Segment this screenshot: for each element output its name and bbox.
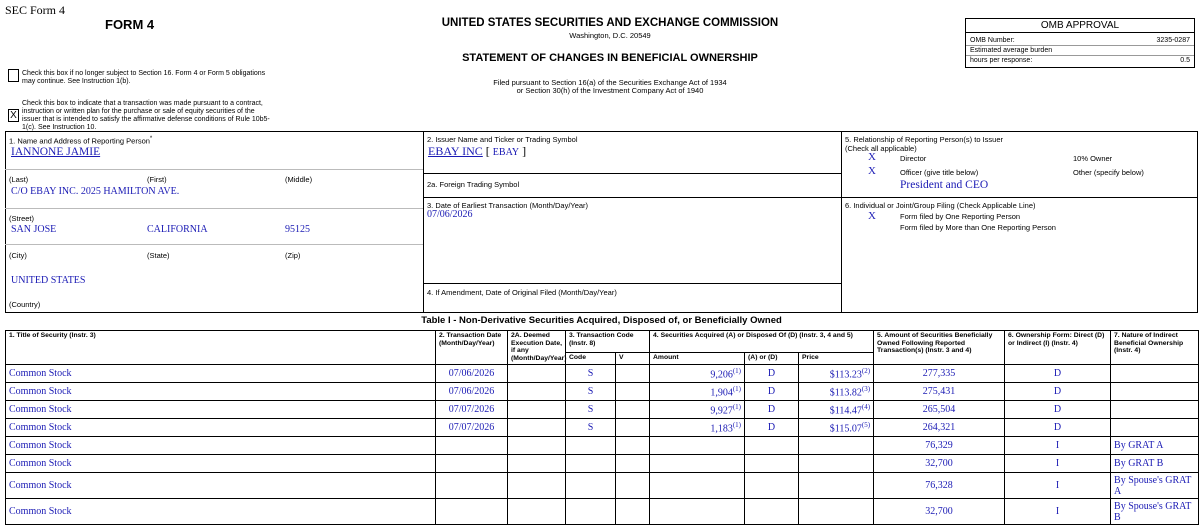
cell-ad [745,401,799,419]
cell-deemed [508,365,566,383]
cell-security [6,365,436,383]
cell-amount [650,437,745,455]
cell-ownership-form [1005,499,1111,525]
cell-date [436,455,508,473]
multiple-persons-label: Form filed by More than One Reporting Person [900,223,1056,232]
omb-approval-box [965,18,1195,68]
box5-label-line-2: (Check all applicable) [845,144,917,153]
cell-security [6,437,436,455]
cell-ad-value: D [767,422,776,433]
cell-v [616,437,650,455]
cell-code-value: S [587,386,594,397]
box2a-label: 2a. Foreign Trading Symbol [427,180,520,189]
cell-date [436,419,508,437]
cell-date [436,473,508,499]
zip-value: 95125 [285,224,310,235]
cell-date [436,437,508,455]
cell-ad [745,455,799,473]
section16-checkbox[interactable] [8,69,19,82]
cell-code [566,499,616,525]
cell-nature [1111,499,1199,525]
cell-v [616,383,650,401]
cell-date [436,401,508,419]
cell-owned [874,365,1005,383]
cell-ad [745,383,799,401]
rule10b5-text-line-1: Check this box to indicate that a transaction was made pursuant to a contract, [22,100,263,107]
cell-owned [874,419,1005,437]
cell-security-value: Common Stock [9,368,72,379]
cell-code [566,401,616,419]
cell-amount-value: 9,206 [710,369,733,381]
cell-ad-value: D [767,368,776,379]
cell-v [616,419,650,437]
cell-ownership-form [1005,437,1111,455]
filed-pursuant-line-2: or Section 30(h) of the Investment Company Act of 1940 [516,86,704,95]
section16-text [22,70,265,86]
cell-ad [745,419,799,437]
cell-date-value: 07/07/2026 [448,422,495,433]
cell-ownership-form-value: I [1055,440,1060,451]
cell-code [566,365,616,383]
table-row [6,365,1199,383]
issuer-name[interactable]: EBAY INC [428,144,483,158]
footnote-ref[interactable]: (1) [732,420,742,429]
cell-security [6,383,436,401]
director-mark[interactable]: X [868,151,876,163]
middle-label: (Middle) [285,175,313,184]
last-label: (Last) [9,175,29,184]
section16-text-line-1: Check this box if no longer subject to Section 16. Form 4 or Form 5 obligations [22,70,266,77]
cell-security-value: Common Stock [9,404,72,415]
cell-date [436,499,508,525]
cell-code [566,455,616,473]
col-code-sub: Code [566,353,616,365]
cell-v [616,499,650,525]
cell-price-value: $113.23 [829,369,862,381]
cell-amount [650,473,745,499]
box6-label: 6. Individual or Joint/Group Filing (Check Applicable Line) [845,201,1036,210]
state-label: (State) [147,251,170,260]
filed-pursuant-line-1: Filed pursuant to Section 16(a) of the Securities Exchange Act of 1934 [493,78,727,87]
cell-security-value: Common Stock [9,480,72,491]
cell-owned-value: 76,328 [925,480,953,491]
cell-deemed [508,437,566,455]
reporting-person-name[interactable]: IANNONE JAMIE [11,146,101,158]
box1-asterisk: * [149,136,153,142]
officer-label: Officer (give title below) [900,168,979,177]
cell-price [799,499,874,525]
city-value: SAN JOSE [11,224,57,235]
rule10b5-text-line-4: 1(c). See Instruction 10. [22,124,97,131]
cell-amount-value: 1,904 [710,387,733,399]
cell-price [799,419,874,437]
cell-amount [650,383,745,401]
cell-date-value: 07/06/2026 [448,386,495,397]
cell-security-value: Common Stock [9,506,72,517]
omb-burden-label: Estimated average burden [970,47,1053,54]
table-row [6,383,1199,401]
filed-pursuant [440,79,780,95]
cell-amount-value: 9,927 [710,405,733,417]
cell-v [616,455,650,473]
zip-label: (Zip) [285,251,301,260]
reporting-grid [5,131,1198,313]
street-address: C/O EBAY INC. 2025 HAMILTON AVE. [11,186,180,197]
one-person-mark[interactable]: X [868,210,876,222]
cell-nature [1111,455,1199,473]
col-acquired-header: 4. Securities Acquired (A) or Disposed Of (D) (Instr. 3, 4 and 5) [650,331,874,353]
statement-title: STATEMENT OF CHANGES IN BENEFICIAL OWNERSHIP [462,52,758,64]
cell-deemed [508,419,566,437]
cell-ad [745,437,799,455]
cell-ad-value: D [767,404,776,415]
cell-nature [1111,401,1199,419]
omb-hours-value: 0.5 [1180,57,1190,64]
cell-ownership-form-value: D [1053,386,1062,397]
cell-v [616,473,650,499]
col-deemed-header: 2A. Deemed Execution Date, if any (Month/Day/Year) [508,331,566,365]
cell-owned-value: 265,504 [922,404,956,415]
omb-title: OMB APPROVAL [966,19,1194,33]
cell-security-value: Common Stock [9,458,72,469]
cell-owned [874,455,1005,473]
rule10b5-text-line-3: issuer that is intended to satisfy the affirmative defense conditions of Rule 10b5- [22,116,270,123]
cell-date [436,365,508,383]
officer-mark[interactable]: X [868,165,876,177]
cell-owned [874,499,1005,525]
cell-code [566,473,616,499]
cell-deemed [508,401,566,419]
cell-ownership-form-value: D [1053,404,1062,415]
cell-owned-value: 32,700 [925,458,953,469]
ticker-bracket-close: ] [522,144,527,158]
city-label: (City) [9,251,27,260]
cell-date [436,383,508,401]
box2-label: 2. Issuer Name and Ticker or Trading Symbol [427,135,578,144]
box3-label: 3. Date of Earliest Transaction (Month/Day/Year) [427,201,589,210]
cell-security [6,419,436,437]
cell-nature-value: By GRAT A [1114,440,1164,451]
state-value: CALIFORNIA [147,224,208,235]
cell-owned-value: 277,335 [922,368,956,379]
cell-ownership-form-value: I [1055,458,1060,469]
cell-v [616,365,650,383]
cell-nature-value: By Spouse's GRAT A [1114,474,1192,497]
cell-nature [1111,365,1199,383]
cell-price [799,473,874,499]
footnote-ref[interactable]: (3) [861,384,871,393]
cell-amount [650,455,745,473]
cell-price [799,383,874,401]
country-label: (Country) [9,300,41,309]
cell-security [6,473,436,499]
cell-price-value: $115.07 [829,423,862,435]
cell-security-value: Common Stock [9,386,72,397]
cell-v [616,401,650,419]
cell-price-value: $114.47 [829,405,862,417]
officer-title: President and CEO [900,179,989,191]
cell-owned [874,401,1005,419]
first-label: (First) [147,175,167,184]
box5-label-line-1: 5. Relationship of Reporting Person(s) to Issuer [845,135,1003,144]
cell-security-value: Common Stock [9,422,72,433]
country-value: UNITED STATES [11,275,86,286]
cell-security [6,455,436,473]
cell-ownership-form [1005,473,1111,499]
cell-owned-value: 264,321 [922,422,956,433]
cell-code-value: S [587,404,594,415]
cell-price [799,401,874,419]
cell-ad-value: D [767,386,776,397]
cell-price [799,365,874,383]
rule10b5-checkbox[interactable]: X [8,109,19,122]
table1-title: Table I - Non-Derivative Securities Acquired, Disposed of, or Beneficially Owned [421,315,782,326]
cell-owned [874,437,1005,455]
document-label: SEC Form 4 [5,3,66,17]
cell-code-value: S [587,368,594,379]
cell-nature [1111,383,1199,401]
col-v-sub: V [616,353,650,365]
box4-label: 4. If Amendment, Date of Original Filed (Month/Day/Year) [427,288,617,297]
box1-label [9,135,152,146]
rule10b5-text [22,100,270,132]
footnote-ref[interactable]: (1) [732,384,742,393]
cell-price [799,437,874,455]
cell-ownership-form-value: D [1053,422,1062,433]
footnote-ref[interactable]: (1) [732,366,742,375]
director-label: Director [900,154,927,163]
form-title: FORM 4 [105,17,155,32]
col-owned-header: 5. Amount of Securities Beneficially Owned Following Reported Transaction(s) (Instr. 3 and 4) [874,331,1005,365]
cell-amount [650,401,745,419]
cell-ad [745,473,799,499]
cell-ownership-form [1005,401,1111,419]
cell-code [566,383,616,401]
cell-ownership-form-value: I [1055,506,1060,517]
cell-owned-value: 32,700 [925,506,953,517]
footnote-ref[interactable]: (5) [861,420,871,429]
cell-ad [745,365,799,383]
cell-owned [874,473,1005,499]
omb-number-label: OMB Number: [970,37,1015,44]
cell-nature [1111,473,1199,499]
cell-nature [1111,419,1199,437]
ten-percent-owner-label: 10% Owner [1073,154,1113,163]
cell-nature-value: By GRAT B [1114,458,1164,469]
cell-amount [650,365,745,383]
col-ad-sub: (A) or (D) [745,353,799,365]
other-label: Other (specify below) [1073,168,1144,177]
col-code-header: 3. Transaction Code (Instr. 8) [566,331,650,353]
col-price-sub: Price [799,353,874,365]
cell-ownership-form [1005,455,1111,473]
cell-deemed [508,383,566,401]
cell-owned-value: 76,329 [925,440,953,451]
cell-security-value: Common Stock [9,440,72,451]
omb-number-value: 3235-0287 [1156,37,1190,44]
table-row [6,473,1199,499]
cell-security [6,401,436,419]
col-ownership-form-header: 6. Ownership Form: Direct (D) or Indirect (I) (Instr. 4) [1005,331,1111,365]
cell-nature [1111,437,1199,455]
cell-ownership-form-value: D [1053,368,1062,379]
cell-deemed [508,499,566,525]
cell-ownership-form-value: I [1055,480,1060,491]
table-row [6,401,1199,419]
omb-hours-label: hours per response: [970,57,1033,64]
agency-title: UNITED STATES SECURITIES AND EXCHANGE COMMISSION [441,17,779,29]
non-derivative-table [5,330,1199,525]
footnote-ref[interactable]: (2) [861,366,871,375]
cell-ownership-form [1005,365,1111,383]
table-row [6,437,1199,455]
earliest-transaction-date: 07/06/2026 [427,209,473,220]
col-nature-header: 7. Nature of Indirect Beneficial Ownership (Instr. 4) [1111,331,1199,365]
section16-text-line-2: may continue. See Instruction 1(b). [22,78,131,85]
cell-price-value: $113.82 [829,387,862,399]
street-label: (Street) [9,214,35,223]
cell-code-value: S [587,422,594,433]
footnote-ref[interactable]: (1) [732,402,742,411]
col-date-header: 2. Transaction Date (Month/Day/Year) [436,331,508,365]
box1-label-text: 1. Name and Address of Reporting Person [9,136,150,146]
cell-owned-value: 275,431 [922,386,956,397]
cell-code [566,437,616,455]
cell-amount [650,419,745,437]
table-row [6,419,1199,437]
col-amount-sub: Amount [650,353,745,365]
agency-city: Washington, D.C. 20549 [569,31,651,40]
cell-code [566,419,616,437]
footnote-ref[interactable]: (4) [861,402,871,411]
cell-deemed [508,473,566,499]
table-row [6,499,1199,525]
cell-deemed [508,455,566,473]
ticker-symbol: EBAY [492,147,520,158]
table-row [6,455,1199,473]
cell-nature-value: By Spouse's GRAT B [1114,500,1192,523]
cell-date-value: 07/07/2026 [448,404,495,415]
cell-amount-value: 1,183 [710,423,733,435]
cell-amount [650,499,745,525]
cell-date-value: 07/06/2026 [448,368,495,379]
cell-price [799,455,874,473]
col-security-header: 1. Title of Security (Instr. 3) [6,331,436,365]
cell-owned [874,383,1005,401]
cell-security [6,499,436,525]
issuer-line [428,144,526,159]
one-person-label: Form filed by One Reporting Person [900,212,1021,221]
cell-ownership-form [1005,419,1111,437]
ticker-bracket-open: [ [485,144,490,158]
cell-ownership-form [1005,383,1111,401]
rule10b5-text-line-2: instruction or written plan for the purchase or sale of equity securities of the [22,108,255,115]
cell-ad [745,499,799,525]
